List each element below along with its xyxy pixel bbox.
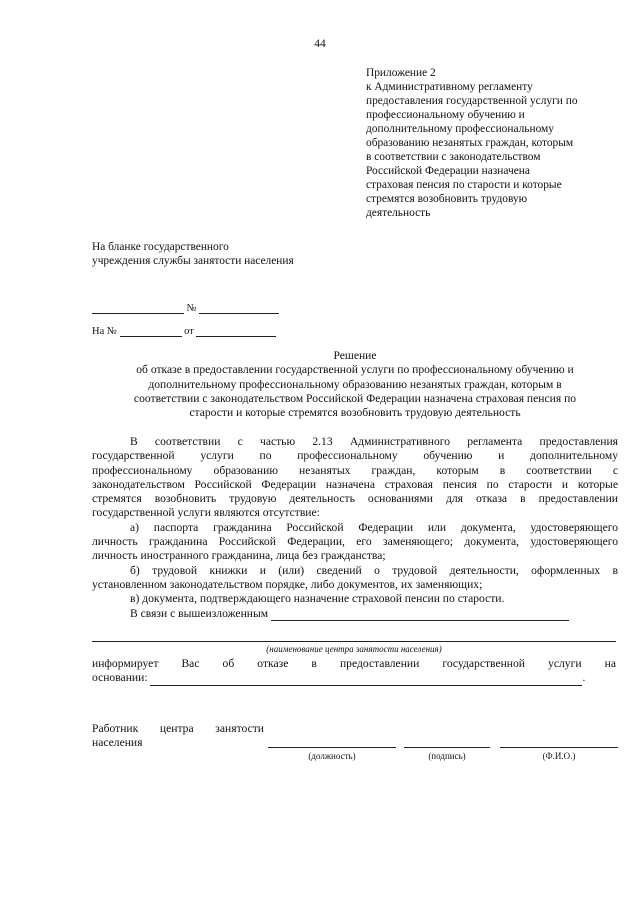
letterhead-line: учреждения службы занятости населения xyxy=(92,255,294,267)
body-line: профессиональному образованию незанятых граждан, которым в соответствии с xyxy=(92,463,618,477)
appendix-line: в соответствии с законодательством xyxy=(366,151,541,163)
body-line: б) трудовой книжки и (или) сведений о трудовой деятельности, оформленных в xyxy=(130,563,618,577)
decision-body xyxy=(92,435,618,621)
appendix-line: образованию незанятых граждан, которым xyxy=(366,137,574,149)
reference-number-field[interactable] xyxy=(120,325,182,337)
center-name-line[interactable] xyxy=(92,641,616,642)
appendix-line: Российской Федерации назначена xyxy=(366,165,530,177)
grounds-row xyxy=(92,671,616,685)
fio-line[interactable] xyxy=(500,747,618,748)
letterhead-line: На бланке государственного xyxy=(92,241,229,253)
appendix-line: деятельность xyxy=(366,207,431,219)
center-name-hint: (наименование центра занятости населения) xyxy=(266,644,442,654)
decision-title: Решение xyxy=(333,349,377,362)
appendix-line: предоставления государственной услуги по xyxy=(366,95,578,107)
signature-label: Работник центра занятости населения xyxy=(92,722,264,750)
letterhead-note xyxy=(92,240,294,268)
in-connection-row xyxy=(92,607,618,621)
in-connection-label: В связи с вышеизложенным xyxy=(130,606,269,620)
decision-heading xyxy=(92,349,618,420)
body-line: установленном законодательством порядке, либо документов, их заменяющих; xyxy=(92,577,483,591)
body-line: личность гражданина Российской Федерации, его заменяющего; документа, удостоверяющего xyxy=(92,535,618,549)
reference-label: На № xyxy=(92,326,117,337)
body-line: личность иностранного гражданина, лица без гражданства; xyxy=(92,549,386,563)
number-sign: № xyxy=(186,303,197,314)
decision-line: старости и которые стремятся возобновить трудовую деятельность xyxy=(189,406,521,420)
signature-line[interactable] xyxy=(404,747,490,748)
appendix-line: страховая пенсия по старости и которые xyxy=(366,179,562,191)
date-field[interactable] xyxy=(92,302,184,314)
appendix-line: профессиональному обучению и xyxy=(366,109,525,121)
center-name-field[interactable] xyxy=(271,609,569,621)
body-line: стремятся возобновить трудовую деятельность основаниями для отказа в предоставлении xyxy=(92,492,618,506)
grounds-label: основании: xyxy=(92,671,148,685)
body-line: государственной услуги являются отсутствие: xyxy=(92,506,320,520)
grounds-field[interactable] xyxy=(150,674,582,686)
appendix-header xyxy=(366,66,616,220)
grounds-period: . xyxy=(582,671,586,685)
appendix-line: Приложение 2 xyxy=(366,67,436,79)
reference-number-row xyxy=(92,325,276,337)
decision-line: об отказе в предоставлении государственной услуги по профессиональному обучению и xyxy=(136,363,574,377)
body-line: в) документа, подтверждающего назначение страховой пенсии по старости. xyxy=(130,592,505,606)
appendix-line: к Административному регламенту xyxy=(366,81,533,93)
decision-line: дополнительному профессиональному образованию незанятых граждан, которым в xyxy=(148,377,562,391)
fio-caption: (Ф.И.О.) xyxy=(542,751,576,761)
outgoing-number-row xyxy=(92,302,279,314)
position-caption: (должность) xyxy=(308,751,356,761)
appendix-line: стремятся возобновить трудовую xyxy=(366,193,528,205)
number-field[interactable] xyxy=(199,302,279,314)
page-number: 44 xyxy=(314,38,326,50)
reference-date-field[interactable] xyxy=(196,325,276,337)
informs-block xyxy=(92,657,616,686)
informs-line: информирует Вас об отказе в предоставлении государственной услуги на xyxy=(92,657,616,670)
decision-line: соответствии с законодательством Российской Федерации назначена страховая пенсия по xyxy=(133,391,577,405)
body-line: В соответствии с частью 2.13 Административного регламента предоставления xyxy=(130,435,618,448)
appendix-line: дополнительному профессиональному xyxy=(366,123,554,135)
from-label: от xyxy=(184,326,194,337)
body-line: законодательством Российской Федерации назначена страховая пенсия по старости и которые xyxy=(92,477,618,491)
signature-caption: (подпись) xyxy=(428,751,466,761)
body-line: государственной услуги по профессиональному обучению и дополнительному xyxy=(92,449,618,463)
body-line: а) паспорта гражданина Российской Федерации или документа, удостоверяющего xyxy=(130,520,618,534)
position-line[interactable] xyxy=(268,747,396,748)
